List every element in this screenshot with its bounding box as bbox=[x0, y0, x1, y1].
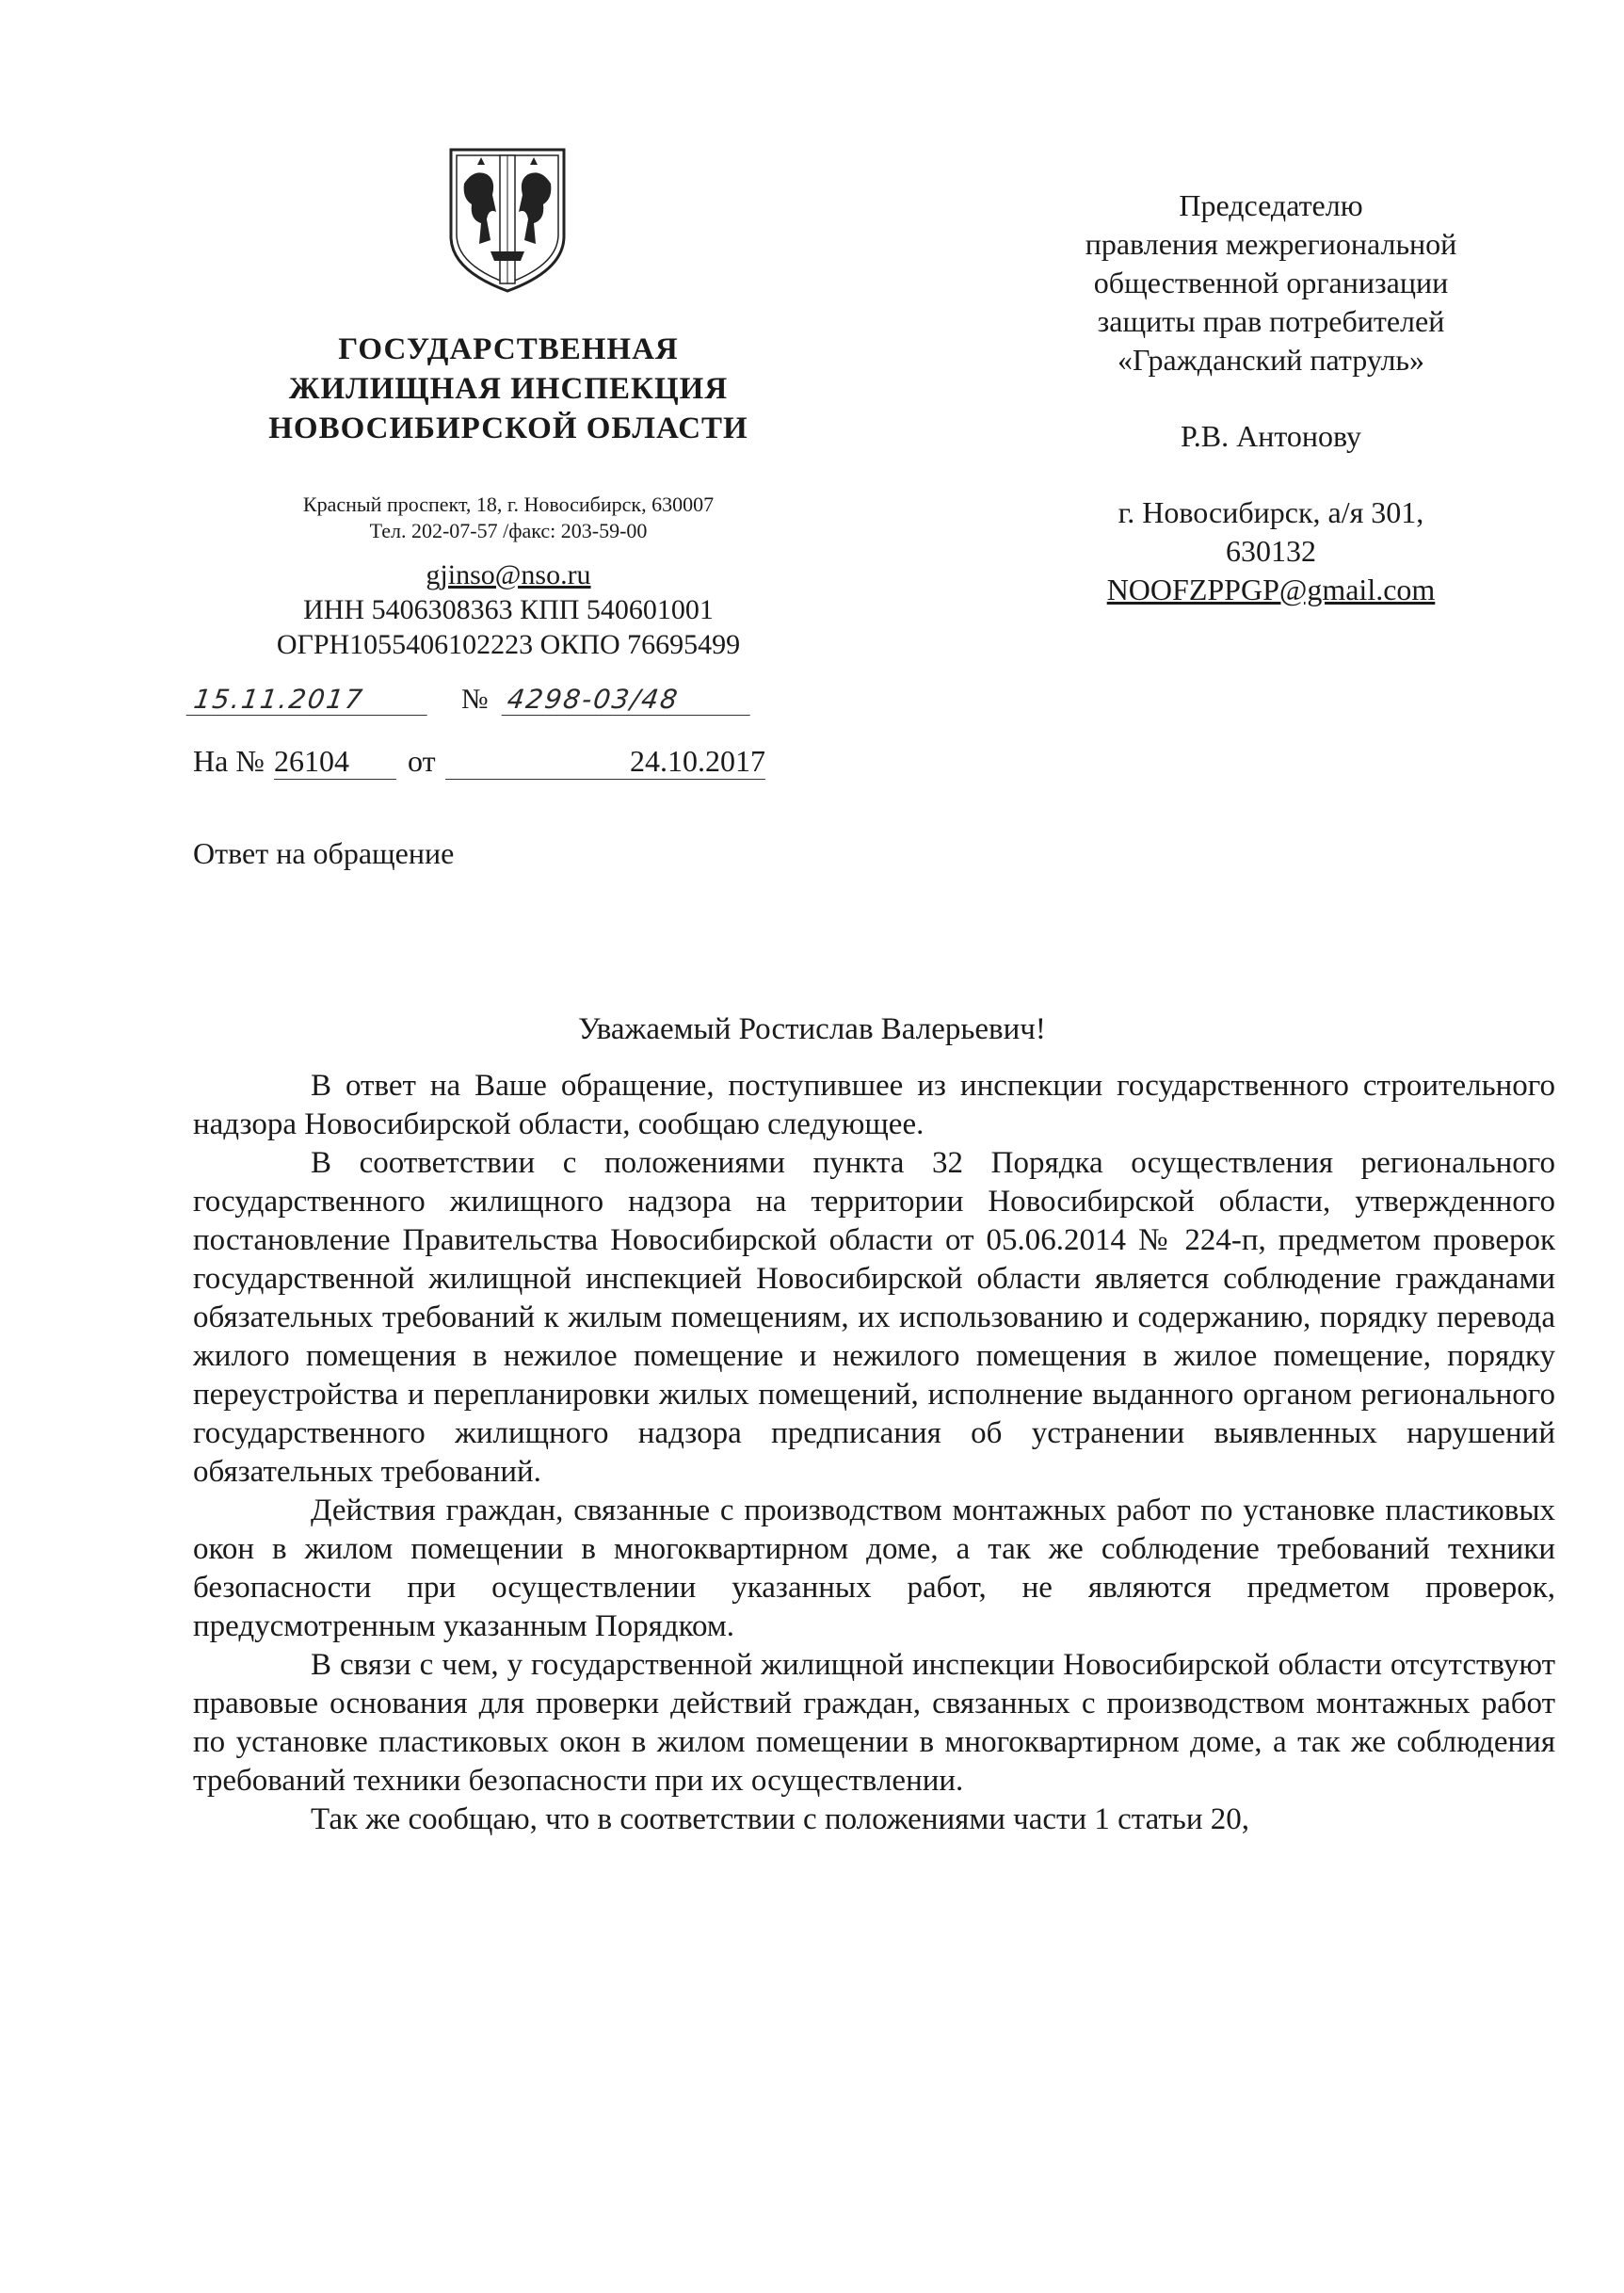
number-sign: № bbox=[461, 684, 489, 715]
org-address: Красный проспект, 18, г. Новосибирск, 630007 bbox=[302, 493, 715, 516]
addressee-email-link[interactable]: NOOFZPPGP@gmail.com bbox=[1106, 573, 1436, 606]
ref-prefix: На № bbox=[193, 744, 265, 778]
body-paragraph: В соответствии с положениями пункта 32 Порядка осуществления регионального государственного жилищного надзора на территории Новосибирской области, утвержденного постановление Правительства Новосибирской области от 05.06.2014 № 224-п, предметом проверок государственной жилищной инспекцией Новосибирской области является соблюдение гражданами обязательных требований к жилым помещениям, их использованию и содержанию, порядку перевода жилого помещения в нежилое помещение и нежилого помещения в жилое помещение, порядку переустройства и перепланировки жилых помещений, исполнение выданного органом регионального государственного жилищного надзора предписания об устранении выявленных нарушений обязательных требований. bbox=[193, 1146, 1555, 1489]
body-paragraph: В связи с чем, у государственной жилищной инспекции Новосибирской области отсутствуют правовые основания для проверки действий граждан, связанных с производством монтажных работ по установке пластиковых окон в жилом помещении в многоквартирном доме, а так же соблюдения требований техники безопасности при их осуществлении. bbox=[193, 1648, 1555, 1798]
outgoing-date: 15.11.2017 bbox=[186, 684, 432, 716]
organization-address-block bbox=[188, 492, 828, 544]
org-name-line: ЖИЛИЩНАЯ ИНСПЕКЦИЯ bbox=[288, 372, 729, 406]
org-inn-kpp: ИНН 5406308363 КПП 540601001 bbox=[303, 594, 714, 625]
letter-subject: Ответ на обращение bbox=[193, 836, 455, 870]
body-paragraph: Так же сообщаю, что в соответствии с положениями части 1 статьи 20, bbox=[311, 1802, 1249, 1836]
letter-body bbox=[193, 1067, 1555, 1839]
outgoing-registration bbox=[188, 684, 828, 721]
org-ogrn-okpo: ОГРН1055406102223 ОКПО 76695499 bbox=[276, 629, 741, 660]
addressee-line: общественной организации bbox=[1093, 266, 1449, 299]
body-paragraph: Действия граждан, связанные с производством монтажных работ по установке пластиковых окон в жилом помещении в многоквартирном доме, а так же соблюдение требований техники безопасности при осуществлении указанных работ, не являются предметом проверок, предусмотренным указанным Порядком. bbox=[193, 1494, 1555, 1643]
ref-date: 24.10.2017 bbox=[445, 744, 765, 780]
addressee-city: г. Новосибирск, а/я 301, bbox=[1118, 495, 1424, 529]
addressee-line: правления межрегиональной bbox=[1085, 227, 1457, 261]
addressee-line: Председателю bbox=[1179, 188, 1363, 222]
org-phone: Тел. 202-07-57 /факс: 203-59-00 bbox=[369, 519, 648, 542]
addressee-line: защиты прав потребителей bbox=[1097, 304, 1445, 338]
greeting: Уважаемый Ростислав Валерьевич! bbox=[578, 1012, 1046, 1046]
spacer bbox=[1036, 379, 1506, 417]
addressee-line: «Гражданский патруль» bbox=[1117, 343, 1424, 377]
addressee-block bbox=[1036, 186, 1506, 609]
addressee-zip: 630132 bbox=[1226, 534, 1316, 568]
org-name-line: НОВОСИБИРСКОЙ ОБЛАСТИ bbox=[268, 412, 748, 445]
outgoing-number: 4298-03/48 bbox=[502, 684, 755, 716]
reference-line bbox=[193, 744, 852, 785]
org-name-line: ГОСУДАРСТВЕННАЯ bbox=[338, 332, 679, 366]
organization-name bbox=[188, 330, 828, 448]
spacer bbox=[1036, 456, 1506, 493]
org-email-link[interactable]: gjinso@nso.ru bbox=[426, 559, 591, 590]
body-paragraph: В ответ на Ваше обращение, поступившее из инспекции государственного строительного надзора Новосибирской области, сообщаю следующее. bbox=[193, 1069, 1555, 1141]
coat-of-arms-icon bbox=[445, 146, 570, 295]
ref-from-label: от bbox=[408, 744, 436, 778]
ref-number: 26104 bbox=[274, 744, 396, 780]
addressee-name: Р.В. Антонову bbox=[1180, 419, 1362, 453]
organization-contacts bbox=[188, 557, 828, 662]
